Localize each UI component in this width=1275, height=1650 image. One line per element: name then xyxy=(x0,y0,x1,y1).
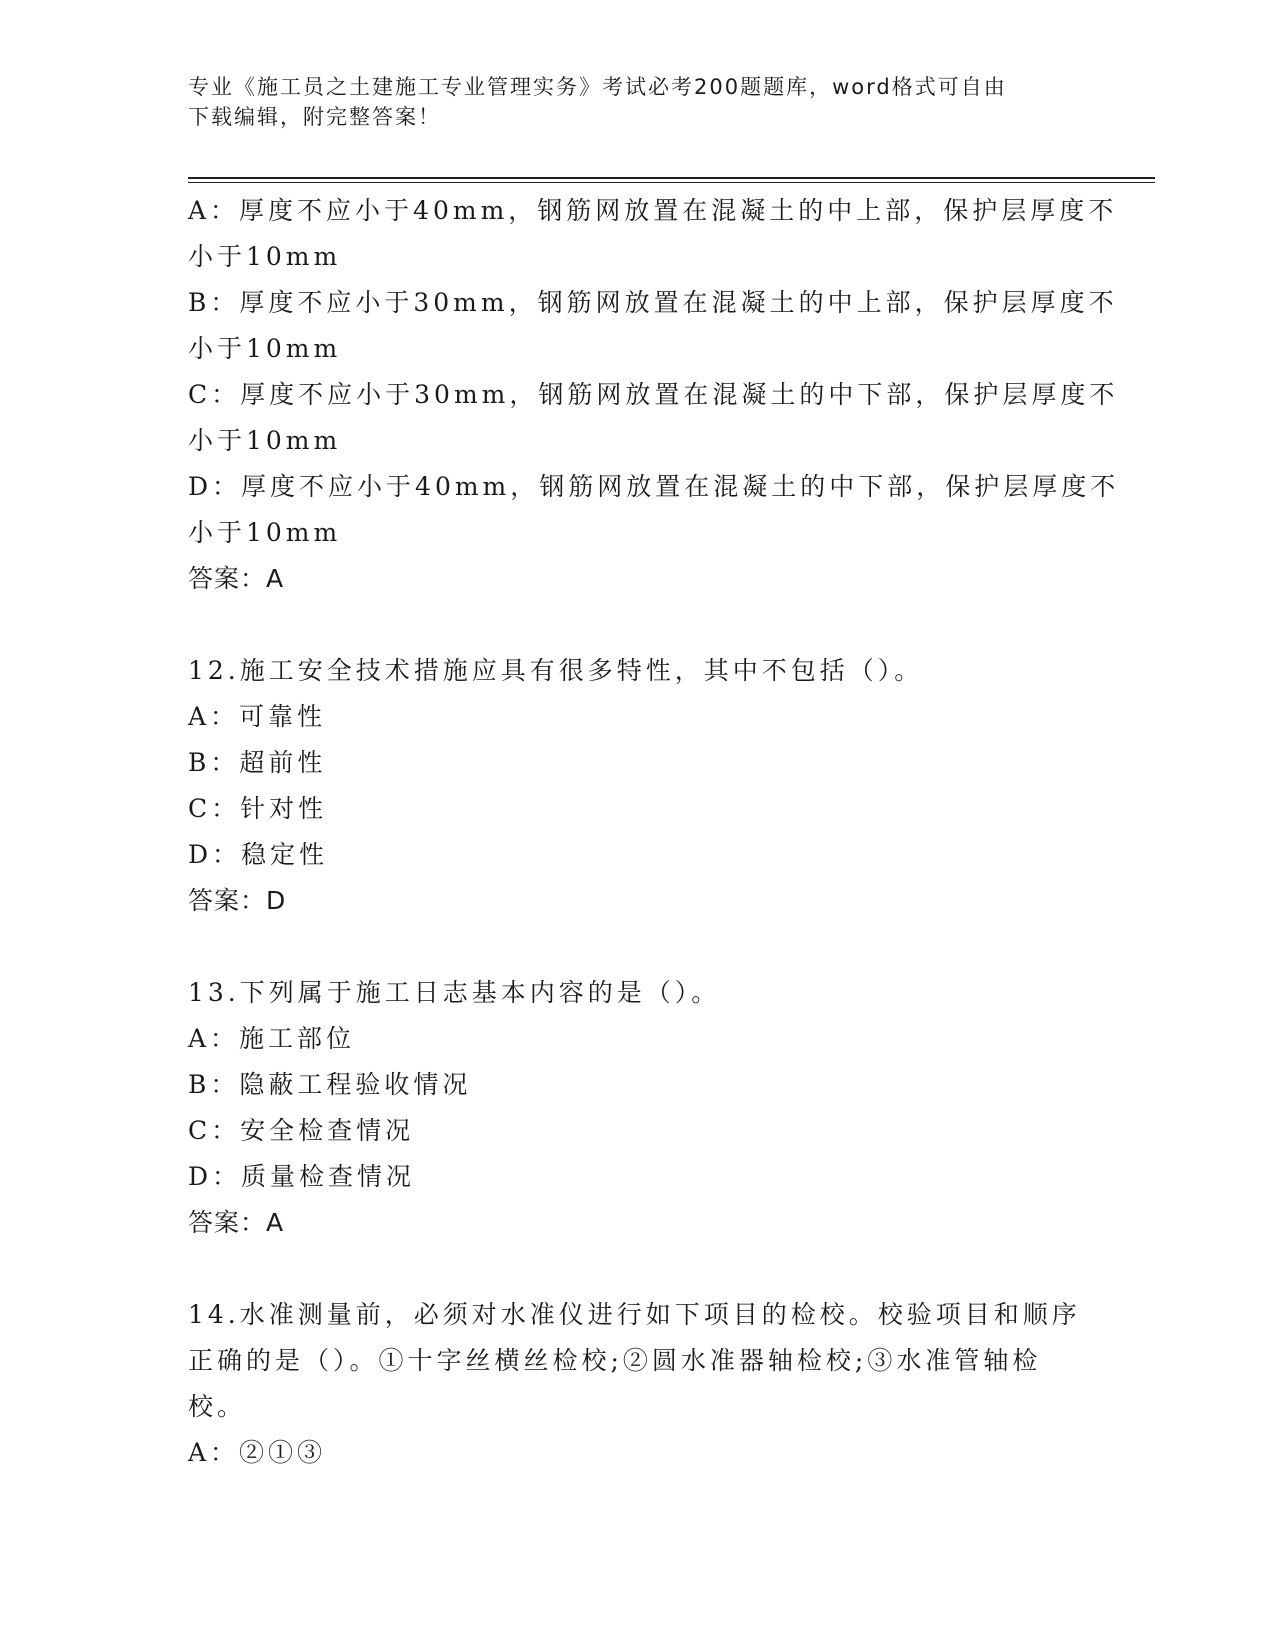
option-b: B：超前性 xyxy=(188,748,327,777)
question-14 xyxy=(188,1292,1088,1476)
spacer xyxy=(188,924,1088,970)
answer-line: 答案：D xyxy=(188,886,287,915)
option-a: A：施工部位 xyxy=(188,1024,356,1053)
question-text-line-3: 校。 xyxy=(188,1392,247,1421)
question-text-line-1: 14.水准测量前，必须对水准仪进行如下项目的检校。校验项目和顺序 xyxy=(188,1300,1081,1329)
option-c-line-2: 小于10mm xyxy=(188,426,342,455)
option-a: A：可靠性 xyxy=(188,702,327,731)
option-d: D：质量检查情况 xyxy=(188,1162,416,1191)
option-c: C：安全检查情况 xyxy=(188,1116,415,1145)
document-header xyxy=(188,72,1088,132)
header-line-2: 下载编辑，附完整答案！ xyxy=(188,105,441,129)
spacer xyxy=(188,602,1088,648)
question-list xyxy=(188,188,1120,1476)
spacer xyxy=(188,1246,1088,1292)
answer-line: 答案：A xyxy=(188,1208,285,1237)
option-d-line-1: D：厚度不应小于40mm，钢筋网放置在混凝土的中下部，保护层厚度不 xyxy=(188,472,1120,501)
question-text: 13.下列属于施工日志基本内容的是（）。 xyxy=(188,978,721,1007)
question-12 xyxy=(188,648,1088,924)
answer-line: 答案：A xyxy=(188,564,285,593)
option-c: C：针对性 xyxy=(188,794,328,823)
header-divider-thin xyxy=(188,182,1155,183)
question-text-line-2: 正确的是（）。①十字丝横丝检校;②圆水准器轴检校;③水准管轴检 xyxy=(188,1346,1042,1375)
option-d: D：稳定性 xyxy=(188,840,329,869)
option-c-line-1: C：厚度不应小于30mm，钢筋网放置在混凝土的中下部，保护层厚度不 xyxy=(188,380,1119,409)
option-b-line-2: 小于10mm xyxy=(188,334,342,363)
option-d-line-2: 小于10mm xyxy=(188,518,342,547)
header-line-1: 专业《施工员之土建施工专业管理实务》考试必考200题题库，word格式可自由 xyxy=(188,75,1007,99)
question-13 xyxy=(188,970,1088,1246)
option-a-line-1: A：厚度不应小于40mm，钢筋网放置在混凝土的中上部，保护层厚度不 xyxy=(188,196,1118,225)
question-11 xyxy=(188,188,1120,602)
option-b-line-1: B：厚度不应小于30mm，钢筋网放置在混凝土的中上部，保护层厚度不 xyxy=(188,288,1118,317)
header-divider-thick xyxy=(188,177,1155,179)
option-b: B：隐蔽工程验收情况 xyxy=(188,1070,472,1099)
option-a: A：②①③ xyxy=(188,1438,327,1467)
option-a-line-2: 小于10mm xyxy=(188,242,342,271)
question-text: 12.施工安全技术措施应具有很多特性，其中不包括（）。 xyxy=(188,656,924,685)
